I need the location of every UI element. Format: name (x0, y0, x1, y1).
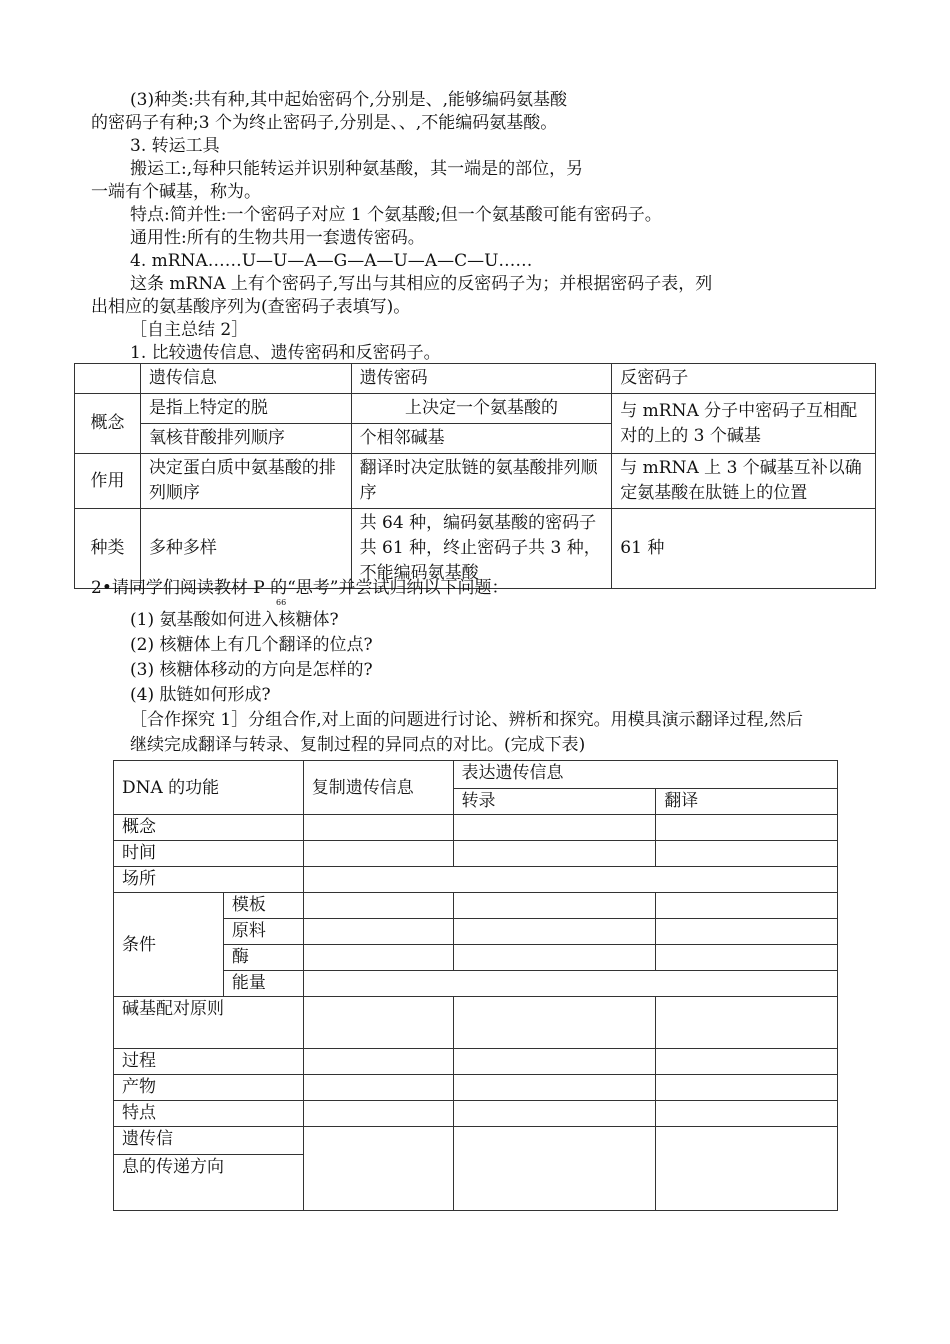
page-subscript: 66 (276, 598, 287, 607)
row-label: 特点 (114, 1101, 304, 1127)
table-cell (453, 1101, 656, 1127)
table-row (75, 394, 876, 424)
table-cell (303, 1127, 453, 1211)
section-heading: 3. 转运工具 (130, 136, 220, 156)
table-cell (303, 815, 453, 841)
table-row (114, 997, 838, 1049)
text-line: 出相应的氨基酸序列为(查密码子表填写)。 (91, 297, 411, 317)
table-cell (656, 1075, 838, 1101)
sub-label: 酶 (223, 945, 303, 971)
sub-label: 能量 (223, 971, 303, 997)
row-label: 产物 (114, 1075, 304, 1101)
table-cell (303, 997, 453, 1049)
section-heading: 4. mRNA……U—U—A—G—A—U—A—C—U…… (130, 251, 533, 271)
table-cell (303, 1101, 453, 1127)
table-header: 转录 (453, 789, 656, 815)
sub-label: 原料 (223, 919, 303, 945)
table-cell (75, 364, 141, 394)
question-item: (1) 氨基酸如何进入核糖体? (130, 610, 339, 630)
text-line: (3)种类:共有种,其中起始密码个,分别是、,能够编码氨基酸 (130, 90, 568, 110)
question-intro: 2•请同学们阅读教材 P 的“思考”并尝试归纳以下问题： (91, 578, 509, 598)
table-row (114, 841, 838, 867)
table-cell: 与 mRNA 上 3 个碱基互补以确定氨基酸在肽链上的位置 (612, 454, 876, 509)
table-row (114, 893, 838, 919)
table-header: 遗传信息 (140, 364, 351, 394)
table-cell (303, 971, 837, 997)
table-cell (656, 893, 838, 919)
row-label: 碱基配对原则 (114, 997, 304, 1049)
row-label: 遗传信 (114, 1127, 304, 1155)
table-cell: 氧核苷酸排列顺序 (140, 424, 351, 454)
row-label: 作用 (75, 454, 141, 509)
table-cell (656, 841, 838, 867)
question-item: (4) 肽链如何形成? (130, 685, 271, 705)
dna-function-table (113, 760, 838, 1211)
table-cell (656, 1049, 838, 1075)
text-line: 1. 比较遗传信息、遗传密码和反密码子。 (130, 343, 441, 363)
table-row (114, 1101, 838, 1127)
table-cell (303, 919, 453, 945)
table-header: 复制遗传信息 (303, 761, 453, 815)
table-cell: 翻译时决定肽链的氨基酸排列顺序 (351, 454, 612, 509)
table-cell (453, 945, 656, 971)
table-header: 反密码子 (612, 364, 876, 394)
table-cell (303, 945, 453, 971)
text-line: 这条 mRNA 上有个密码子,写出与其相应的反密码子为；并根据密码子表，列 (130, 274, 713, 294)
text-line: ［合作探究 1］分组合作,对上面的问题进行讨论、辨析和探究。用模具演示翻译过程,然后 (130, 710, 804, 730)
row-label: 概念 (75, 394, 141, 454)
comparison-table (74, 363, 876, 589)
question-item: (2) 核糖体上有几个翻译的位点? (130, 635, 373, 655)
table-row (114, 867, 838, 893)
table-cell: 与 mRNA 分子中密码子互相配对的上的 3 个碱基 (612, 394, 876, 454)
table-header: DNA 的功能 (114, 761, 304, 815)
table-cell (453, 997, 656, 1049)
table-cell (303, 1075, 453, 1101)
table-row (75, 454, 876, 509)
table-cell: 决定蛋白质中氨基酸的排列顺序 (140, 454, 351, 509)
table-header: 遗传密码 (351, 364, 612, 394)
table-cell: 个相邻碱基 (351, 424, 612, 454)
table-cell (656, 919, 838, 945)
table-cell (453, 841, 656, 867)
row-label: 时间 (114, 841, 304, 867)
text-line: 一端有个碱基，称为。 (91, 182, 261, 202)
table-row (114, 1049, 838, 1075)
table-cell (656, 997, 838, 1049)
table-cell: 多种多样 (140, 509, 351, 589)
text-line: 特点:简并性:一个密码子对应 1 个氨基酸;但一个氨基酸可能有密码子。 (130, 205, 662, 225)
table-cell (453, 919, 656, 945)
row-label: 概念 (114, 815, 304, 841)
text-line: 继续完成翻译与转录、复制过程的异同点的对比。(完成下表) (130, 735, 586, 755)
sub-label: 模板 (223, 893, 303, 919)
table-cell (656, 1127, 838, 1211)
row-label: 条件 (114, 893, 224, 997)
table-cell (303, 841, 453, 867)
table-cell (453, 1049, 656, 1075)
text-line: 通用性:所有的生物共用一套遗传密码。 (130, 228, 425, 248)
table-cell: 是指上特定的脱 (140, 394, 351, 424)
table-header: 表达遗传信息 (453, 761, 837, 789)
table-cell (303, 893, 453, 919)
row-label: 过程 (114, 1049, 304, 1075)
table-cell (656, 945, 838, 971)
table-cell (453, 1127, 656, 1211)
row-label: 种类 (75, 509, 141, 589)
table-cell: 61 种 (612, 509, 876, 589)
table-cell (453, 893, 656, 919)
row-label: 场所 (114, 867, 304, 893)
table-header: 翻译 (656, 789, 838, 815)
table-row (114, 815, 838, 841)
table-row (114, 761, 838, 789)
table-cell (656, 1101, 838, 1127)
table-cell (453, 815, 656, 841)
table-cell: 上决定一个氨基酸的 (351, 394, 612, 424)
row-label: 息的传递方向 (114, 1155, 304, 1211)
text-line: 的密码子有种;3 个为终止密码子,分别是、、,不能编码氨基酸。 (91, 113, 558, 133)
table-row (114, 1127, 838, 1155)
text-line: 搬运工:,每种只能转运并识别种氨基酸，其一端是的部位，另 (130, 159, 584, 179)
table-cell (303, 1049, 453, 1075)
table-cell (656, 815, 838, 841)
table-row (75, 364, 876, 394)
section-heading: ［自主总结 2］ (130, 320, 249, 340)
table-cell (303, 867, 837, 893)
table-row (114, 1075, 838, 1101)
question-item: (3) 核糖体移动的方向是怎样的? (130, 660, 373, 680)
table-cell (453, 1075, 656, 1101)
table-cell: 共 64 种，编码氨基酸的密码子共 61 种，终止密码子共 3 种，不能编码氨基酸 (351, 509, 612, 589)
